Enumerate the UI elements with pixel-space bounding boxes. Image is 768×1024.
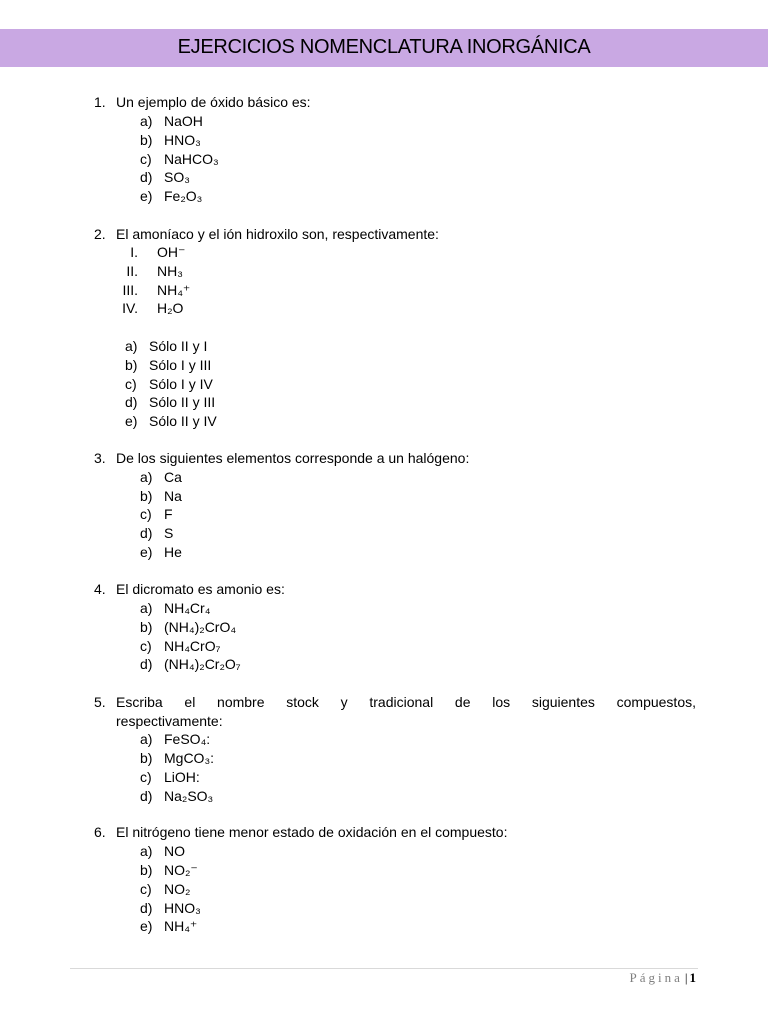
option-label: a): [140, 843, 153, 859]
option-label: a): [140, 731, 153, 747]
option-text: He: [164, 544, 182, 560]
option-text: Na₂SO₃: [164, 788, 214, 804]
option-label: d): [140, 169, 153, 185]
option-text: NH₄Cr₄: [164, 600, 211, 616]
question-number: 3.: [94, 450, 106, 466]
option-label: b): [140, 488, 153, 504]
option-text: NH₄⁺: [164, 918, 198, 934]
option-label: b): [125, 357, 138, 373]
option-text: NaHCO₃: [164, 151, 219, 167]
option-text: Ca: [164, 469, 182, 485]
question-text: El nitrógeno tiene menor estado de oxidación en el compuesto:: [116, 824, 508, 840]
option-text: SO₃: [164, 169, 190, 185]
footer-separator: |: [684, 970, 688, 985]
option-label: d): [140, 900, 153, 916]
page-label: Página: [629, 970, 683, 985]
option-text: (NH₄)₂CrO₄: [164, 619, 237, 635]
roman-text: H₂O: [157, 300, 184, 316]
option-label: c): [125, 376, 137, 392]
option-label: d): [140, 525, 153, 541]
roman-label: I.: [130, 244, 138, 260]
option-label: e): [140, 188, 153, 204]
option-text: LiOH:: [164, 769, 200, 785]
question-text: Escriba el nombre stock y tradicional de los siguientes compuestos,: [116, 694, 696, 710]
option-text: HNO₃: [164, 132, 201, 148]
question-number: 1.: [94, 94, 106, 110]
question-number: 4.: [94, 581, 106, 597]
question-text: El amoníaco y el ión hidroxilo son, respectivamente:: [116, 226, 439, 242]
option-text: (NH₄)₂Cr₂O₇: [164, 656, 241, 672]
option-label: a): [140, 469, 153, 485]
page-footer: [630, 970, 697, 986]
option-label: a): [125, 338, 138, 354]
option-text: NaOH: [164, 113, 203, 129]
question-number: 6.: [94, 824, 106, 840]
question-number: 2.: [94, 226, 106, 242]
option-text: S: [164, 525, 174, 541]
option-label: c): [140, 506, 152, 522]
option-text: Fe₂O₃: [164, 188, 203, 204]
option-text: NO₂: [164, 881, 191, 897]
option-label: a): [140, 600, 153, 616]
question-text-continued: respectivamente:: [116, 713, 223, 729]
option-text: NO: [164, 843, 185, 859]
option-text: Sólo I y III: [149, 357, 212, 373]
option-label: a): [140, 113, 153, 129]
option-text: F: [164, 506, 173, 522]
option-text: Sólo II y I: [149, 338, 208, 354]
option-text: HNO₃: [164, 900, 201, 916]
option-label: e): [140, 918, 153, 934]
option-text: Na: [164, 488, 182, 504]
option-label: c): [140, 769, 152, 785]
question-text: De los siguientes elementos corresponde a un halógeno:: [116, 450, 470, 466]
roman-label: II.: [126, 263, 138, 279]
option-label: d): [125, 394, 138, 410]
option-label: b): [140, 619, 153, 635]
option-label: b): [140, 750, 153, 766]
option-text: Sólo II y IV: [149, 413, 217, 429]
page-number: 1: [689, 970, 696, 985]
option-text: FeSO₄:: [164, 731, 211, 747]
option-label: d): [140, 788, 153, 804]
question-number: 5.: [94, 694, 106, 710]
footer-divider: [70, 968, 698, 969]
option-label: d): [140, 656, 153, 672]
option-text: NH₄CrO₇: [164, 638, 221, 654]
roman-label: IV.: [122, 300, 138, 316]
option-label: e): [140, 544, 153, 560]
option-text: Sólo II y III: [149, 394, 216, 410]
roman-text: NH₃: [157, 263, 183, 279]
option-label: c): [140, 638, 152, 654]
option-label: b): [140, 862, 153, 878]
option-label: b): [140, 132, 153, 148]
option-text: MgCO₃:: [164, 750, 215, 766]
question-text: El dicromato es amonio es:: [116, 581, 285, 597]
roman-label: III.: [122, 282, 138, 298]
page-title: EJERCICIOS NOMENCLATURA INORGÁNICA: [177, 36, 591, 58]
roman-text: OH⁻: [157, 244, 186, 260]
question-text: Un ejemplo de óxido básico es:: [116, 94, 311, 110]
roman-text: NH₄⁺: [157, 282, 191, 298]
option-text: NO₂⁻: [164, 862, 198, 878]
option-label: c): [140, 151, 152, 167]
option-label: e): [125, 413, 138, 429]
option-label: c): [140, 881, 152, 897]
option-text: Sólo I y IV: [149, 376, 213, 392]
